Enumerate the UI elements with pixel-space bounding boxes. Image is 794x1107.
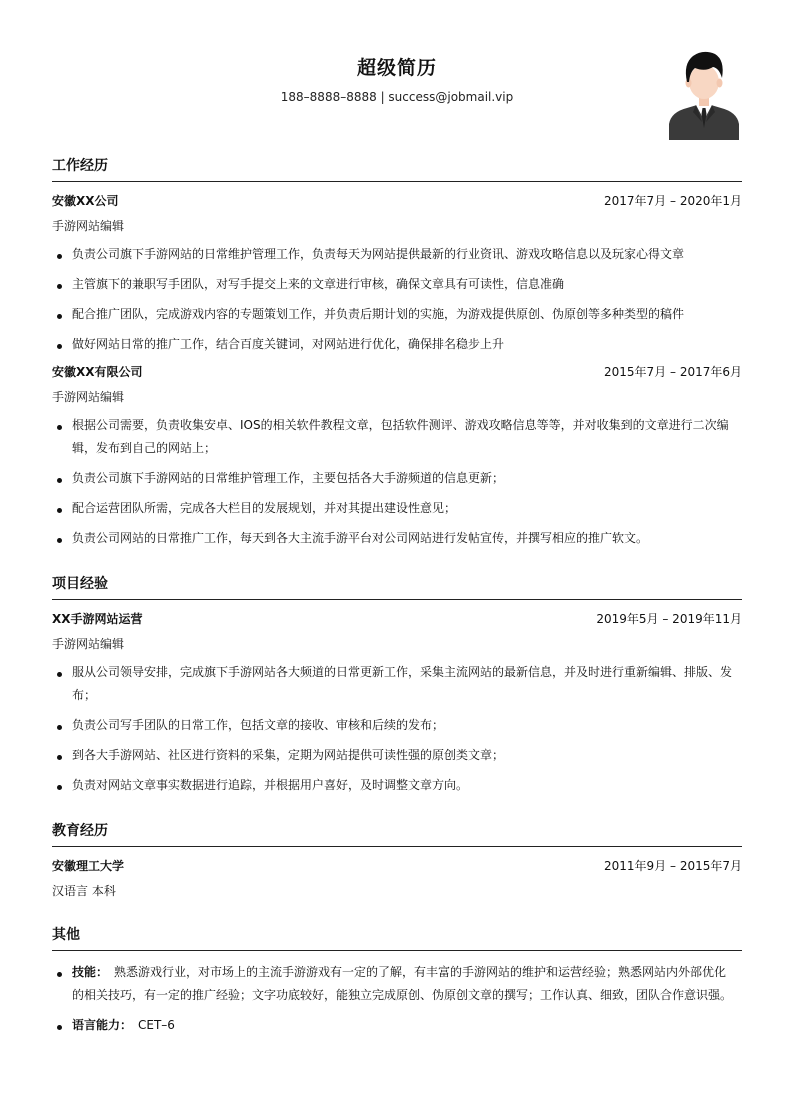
- other-section: [52, 919, 742, 1040]
- company-name: 安徽XX有限公司: [52, 365, 143, 379]
- list-item: 负责公司写手团队的日常工作，包括文章的接收、审核和后续的发布；: [52, 710, 742, 740]
- list-item: 服从公司领导安排，完成旗下手游网站各大频道的日常更新工作，采集主流网站的最新信息，并及时进行重新编辑、排版、发布；: [52, 657, 742, 710]
- language-text: CET–6: [138, 1018, 175, 1032]
- work-entry: [52, 188, 742, 359]
- skills-text: 熟悉游戏行业，对市场上的主流手游游戏有一定的了解，有丰富的手游网站的维护和运营经验；熟悉网站内外部优化的相关技巧，有一定的推广经验；文字功底较好，能独立完成原创、伪原创文章的撰写；工作认真、细致，团队合作意识强。: [72, 965, 733, 1002]
- list-item: 负责公司网站的日常推广工作，每天到各大主流手游平台对公司网站进行发帖宣传，并撰写相应的推广软文。: [52, 523, 742, 553]
- list-item: 负责公司旗下手游网站的日常维护管理工作，负责每天为网站提供最新的行业资讯、游戏攻略信息以及玩家心得文章: [52, 239, 742, 269]
- education-section: [52, 815, 742, 904]
- projects-section-title: 项目经验: [52, 568, 742, 600]
- list-item: 配合推广团队，完成游戏内容的专题策划工作，并负责后期计划的实施，为游戏提供原创、伪原创等多种类型的稿件: [52, 299, 742, 329]
- language-label: 语言能力：: [72, 1018, 133, 1032]
- date-range: 2011年9月 – 2015年7月: [604, 859, 742, 873]
- degree-info: 汉语言 本科: [52, 884, 116, 898]
- resume-page: [52, 0, 742, 1040]
- bullet-list: [52, 410, 742, 553]
- other-section-title: 其他: [52, 919, 742, 951]
- list-item: 做好网站日常的推广工作，结合百度关键词，对网站进行优化，确保排名稳步上升: [52, 329, 742, 359]
- work-section-title: 工作经历: [52, 150, 742, 182]
- projects-section: [52, 568, 742, 800]
- list-item: 负责公司旗下手游网站的日常维护管理工作，主要包括各大手游频道的信息更新；: [52, 463, 742, 493]
- contact-info: 188–8888–8888 | success@jobmail.vip: [280, 90, 514, 104]
- work-entry: [52, 359, 742, 553]
- job-role: 手游网站编辑: [52, 390, 125, 404]
- work-section: [52, 150, 742, 553]
- project-role: 手游网站编辑: [52, 637, 125, 651]
- education-section-title: 教育经历: [52, 815, 742, 847]
- list-item: [52, 957, 742, 1010]
- list-item: 根据公司需要，负责收集安卓、IOS的相关软件教程文章，包括软件测评、游戏攻略信息等等，并对收集到的文章进行二次编辑，发布到自己的网站上；: [52, 410, 742, 463]
- education-entry: [52, 853, 742, 904]
- date-range: 2019年5月 – 2019年11月: [596, 612, 742, 626]
- date-range: 2017年7月 – 2020年1月: [604, 194, 742, 208]
- candidate-name: 超级简历: [356, 57, 437, 79]
- list-item: 负责对网站文章事实数据进行追踪，并根据用户喜好，及时调整文章方向。: [52, 770, 742, 800]
- list-item: [52, 1010, 742, 1040]
- skills-label: 技能：: [72, 965, 109, 979]
- project-entry: [52, 606, 742, 800]
- bullet-list: [52, 657, 742, 800]
- company-name: 安徽XX公司: [52, 194, 119, 208]
- job-role: 手游网站编辑: [52, 219, 125, 233]
- project-name: XX手游网站运营: [52, 612, 143, 626]
- bullet-list: [52, 957, 742, 1040]
- avatar-icon: [669, 48, 739, 140]
- bullet-list: [52, 239, 742, 359]
- list-item: 到各大手游网站、社区进行资料的采集，定期为网站提供可读性强的原创类文章；: [52, 740, 742, 770]
- list-item: 主管旗下的兼职写手团队，对写手提交上来的文章进行审核，确保文章具有可读性，信息准确: [52, 269, 742, 299]
- date-range: 2015年7月 – 2017年6月: [604, 365, 742, 379]
- list-item: 配合运营团队所需，完成各大栏目的发展规划，并对其提出建设性意见；: [52, 493, 742, 523]
- resume-header: [52, 0, 742, 150]
- school-name: 安徽理工大学: [52, 859, 125, 873]
